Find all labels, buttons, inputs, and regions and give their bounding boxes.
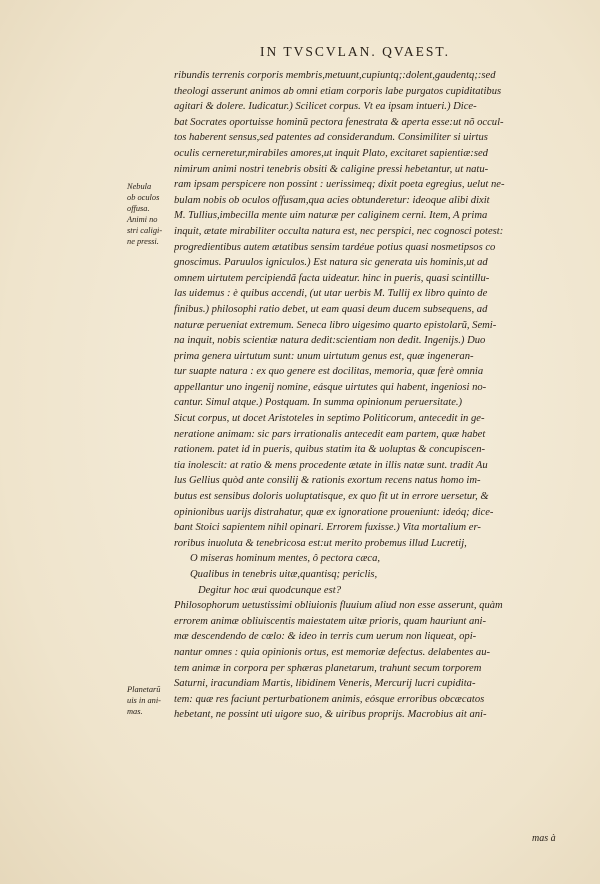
text-line: ribundis terrenis corporis membris,metuunt,cupiuntq;:dolent,gaudentq;:sed (174, 70, 496, 81)
text-line (174, 754, 570, 770)
text-line (174, 801, 570, 817)
text-line: tem: quæ res faciunt perturbationem animis, eósque erroribus obcæcatos (174, 693, 485, 705)
verse-line: nantur omnes : quia opinionis ortus, est memoriæ defectus. delabentes au- (174, 646, 491, 658)
text-line: Qualibus in tenebris uitæ,quantisq; periclis, (190, 569, 378, 580)
text-line: tia inolescit: at ratio & mens procedente ætate in illis natæ sunt. tradit Au (174, 459, 488, 471)
text-line: progredientibus autem ætatibus sensim tardéue potius quasi nosmetipsos co (174, 241, 496, 253)
text-line: bant Stoici sapientem nihil opinari. Errorem fuxisse.) Vita mortalium er- (174, 522, 481, 534)
margin-note-line: Animi no (127, 215, 158, 224)
text-line: prima genera uirtutum sunt: unum uirtutum genus est, quæ ingeneran- (174, 350, 474, 362)
text-line: Saturni, iracundiam Martis, libidinem Veneris, Mercurij lucri cupidita- (174, 678, 476, 690)
margin-note-line: Planetarũ (127, 685, 161, 694)
text-line: las uidemus : è quibus accendi, (ut utar uerbis M. Tullij ex libro quinto de (174, 288, 488, 300)
main-text-block (174, 68, 570, 832)
text-line: Sicut corpus, ut docet Aristoteles in septimo Politicorum, antecedit in ge- (174, 413, 485, 425)
text-line: tos haberent sensus,sed patentes ad considerandum. Consimiliter si uirtus (174, 132, 488, 144)
text-line: bulam nobis ob oculos offusam,qua acies obtunderetur: ideoque alibi dixit (174, 194, 490, 206)
text-line: tur suapte natura : ex quo genere est docilitas, memoria, quæ ferè omnia (174, 366, 484, 378)
margin-note-line: ne pressi. (127, 237, 159, 246)
running-head: IN TVSCVLAN. QVAEST. (260, 44, 451, 59)
text-line: agitari & dolere. Iudicatur.) Scilicet corpus. Vt ea ipsam intueri.) Dice- (174, 101, 477, 113)
text-line: finibus.) philosophi ratio debet, ut eam quasi deum ducem subsequens, ad (174, 303, 488, 315)
text-line: O miseras hominum mentes, ô pectora cæca, (190, 553, 381, 565)
text-line: Degitur hoc æui quodcunque est? (198, 584, 341, 596)
text-line (174, 785, 570, 801)
text-line: appellantur uno ingenij nomine, eásque uirtutes qui habent, ingeniosi no- (174, 381, 487, 393)
margin-note-line: ob oculos (127, 193, 160, 202)
text-line: butus est sensibus doloris uoluptatisque, ex quo fit ut in errore uersetur, & (174, 491, 489, 503)
verse-line: errorem animæ obliuiscentis maiestatem uitæ prioris, quam hauriunt ani- (174, 615, 487, 627)
text-line: tem animæ in corpora per sphæras planetarum, trahunt secum torporem (174, 662, 482, 674)
text-line: inquit, ætate mirabiliter occulta natura est, nec perspici, nec cognosci potest: (174, 225, 504, 237)
margin-note-line: stri caligi- (127, 226, 163, 235)
text-line: oculis cerneretur,mirabiles amores,ut inquit Plato, excitaret sapientiæ:sed (174, 147, 488, 159)
text-line: gnoscimus. Paruulos igniculos.) Est natura sic generata uis hominis,ut ad (174, 257, 488, 269)
catchword: mas à (532, 833, 556, 844)
text-line: rationem. patet id in pueris, quibus statim ita & uoluptas & concupiscen- (174, 444, 486, 456)
text-line: ram ipsam perspicere non possint : uerissimeq; dixit poeta egregius, uelut ne- (174, 179, 505, 191)
verse-line: mæ descendendo de cœlo: & ideo in terris cum uerum non liqueat, opi- (174, 631, 477, 643)
text-line: nimirum animi nostri tenebris obsiti & caligine pressi hebetantur, ut natu- (174, 163, 489, 175)
text-line (174, 739, 570, 755)
text-line (174, 723, 570, 739)
margin-note-planetarum (127, 684, 175, 717)
text-line: lus Gellius quòd ante consilij & rationis exortum recens natus homo im- (174, 475, 481, 487)
text-line: naturæ perueniat extremum. Seneca libro uigesimo quarto epistolarũ, Semi- (174, 319, 497, 331)
text-line: na inquit, nobis scientiæ natura dedit:scientiam non dedit. Ingenijs.) Duo (174, 335, 486, 347)
text-line: opinionibus uarijs distrahatur, quæ ex ignoratione proueniunt: ideóq; dice- (174, 506, 494, 518)
text-line (174, 817, 570, 833)
margin-note-line: mas. (127, 707, 143, 716)
text-line: Philosophorum uetustissimi obliuionis fluuium aliud non esse asserunt, quàm (174, 600, 503, 612)
margin-note-line: Nebula (127, 182, 152, 191)
text-line (174, 770, 570, 786)
margin-note-line: uis in ani- (127, 696, 161, 705)
text-line: hebetant, ne possint uti uigore suo, & uiribus proprijs. Macrobius ait ani- (174, 709, 487, 721)
text-line: roribus inuoluta & tenebricosa est:ut merito probemus illud Lucretij, (174, 537, 467, 549)
text-line: omnem uirtutem percipiendã facta uideatur. hinc in pueris, quasi scintillu- (174, 272, 490, 284)
text-line: bat Socrates oportuisse hominũ pectora fenestrata & aperta esse:ut nõ occul- (174, 116, 504, 128)
margin-note-line: offusa. (127, 204, 150, 213)
margin-note-nebula (127, 181, 175, 247)
text-line: theologi asserunt animos ab omni etiam corporis labe purgatos cupiditatibus (174, 85, 502, 97)
text-line: cantur. Simul atque.) Postquam. In summa opinionum peruersitate.) (174, 397, 463, 409)
text-line: neratione animam: sic pars irrationalis antecedit eam partem, quæ habet (174, 428, 486, 440)
text-line: M. Tullius,imbecilla mente uim naturæ per caliginem cerni. Item, A prima (174, 210, 488, 222)
